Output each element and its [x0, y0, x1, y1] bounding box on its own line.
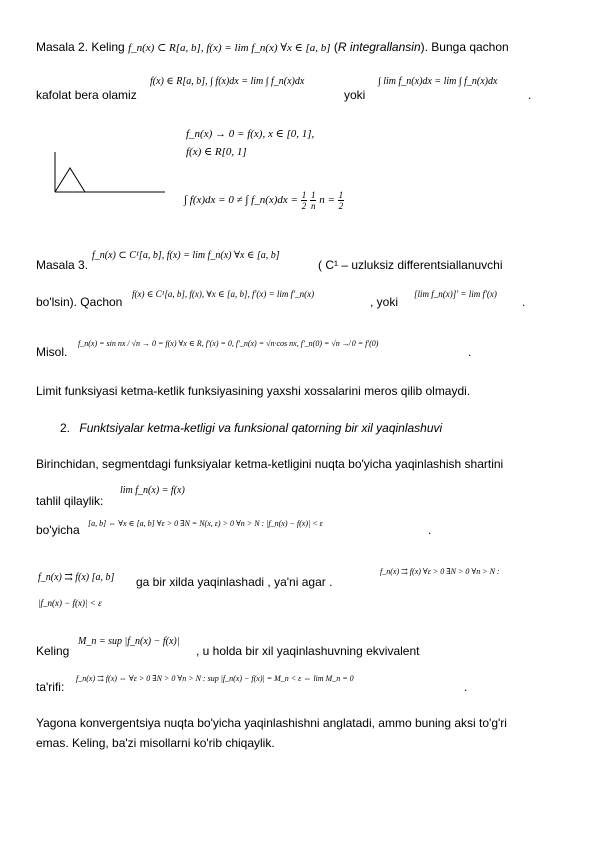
counter-line1: f_n(x) → 0 = f(x), x ∈ [0, 1],	[186, 128, 315, 140]
keling-tarifi-line	[36, 680, 64, 694]
keling-label: Keling	[36, 644, 70, 658]
masala2-formula-a: f_n(x) ⊂ R[a, b], f(x) = lim f_n(x) ∀x ∈ [a, b]	[128, 41, 331, 54]
keling-formula: M_n = sup |f_n(x) − f(x)|	[78, 636, 180, 647]
uniform-formula-c: |f_n(x) − f(x)| < ε	[38, 598, 102, 608]
masala3-line2	[36, 295, 122, 309]
keling-tarifi: ta'rifi:	[36, 680, 65, 694]
counter-times-n: n =	[319, 194, 338, 207]
section2-heading	[60, 421, 442, 435]
closing-line1: Yagona konvergentsiya nuqta bo'yicha yaqinlashishni anglatadi, ammo buning aksi to'g'ri	[36, 716, 507, 730]
uniform-formula-a: f_n(x) ⇉ f(x) [a, b]	[38, 572, 115, 583]
keling-line	[36, 644, 69, 658]
misol-formula: f_n(x) = sin nx / √n → 0 = f(x) ∀x ∈ R, f'(x) = 0, f'_n(x) = √n·cos nx, f'_n(0) = √n ↛ 0 = f'(0)	[78, 339, 379, 348]
counter-frac1: $\frac{1}{2}$	[301, 190, 307, 211]
masala3-formula-b: f(x) ∈ C¹[a, b], f(x), ∀x ∈ [a, b], f'(x) = lim f'_n(x)	[132, 289, 315, 299]
masala2-formula-b: f(x) ∈ R[a, b], ∫ f(x)dx = lim ∫ f_n(x)dx	[150, 76, 305, 87]
paragraph1-line3	[36, 523, 80, 537]
keling-rest: , u holda bir xil yaqinlashuvning ekvivalent	[196, 644, 420, 658]
paragraph1-line1: Birinchidan, segmentdagi funksiyalar ketma-ketligini nuqta bo'yicha yaqinlashish shartini	[36, 457, 504, 471]
masala3-dot: .	[522, 295, 526, 309]
uniform-formula-b: f_n(x) ⇉ f(x) ∀ε > 0 ∃N > 0 ∀n > N :	[380, 567, 500, 576]
masala3-formula-c: [lim f_n(x)]' = lim f'(x)	[414, 289, 497, 299]
paragraph1-line3-formula: [a, b] ⇔ ∀x ∈ [a, b] ∀ε > 0 ∃N = N(x, ε) > 0 ∀n > N : |f_n(x) − f(x)| < ε	[88, 519, 323, 528]
counter-line2: f(x) ∈ R[0, 1]	[186, 146, 247, 158]
masala3-line1	[36, 258, 88, 272]
section2-title: Funktsiyalar ketma-ketligi va funksional qatorning bir xil yaqinlashuvi	[79, 421, 443, 435]
masala2-line2	[36, 88, 137, 102]
keling-formula2: f_n(x) ⇉ f(x) ⇔ ∀ε > 0 ∃N > 0 ∀n > N : sup |f_n(x) − f(x)| = M_n < ε ⇔ lim M_n = 0	[76, 674, 354, 683]
masala3-line2-start: bo'lsin). Qachon	[36, 295, 123, 309]
masala2-note-close: ). Bunga qachon	[420, 40, 509, 54]
masala2-note-open: (	[333, 40, 338, 54]
masala2-label: Masala 2. Keling	[36, 40, 125, 54]
masala2-yoki: yoki	[344, 88, 366, 102]
masala2-formula-c: ∫ lim f_n(x)dx = lim ∫ f_n(x)dx	[378, 76, 498, 87]
uniform-text: ga bir xilda yaqinlashadi , ya'ni agar .	[136, 575, 333, 589]
masala2-kafolat: kafolat bera olamiz	[36, 88, 137, 102]
closing-line2: emas. Keling, ba'zi misollarni ko'rib chiqaylik.	[36, 736, 275, 750]
misol-line	[36, 345, 67, 359]
paragraph1-line2	[36, 494, 103, 508]
misol-label: Misol.	[36, 345, 68, 359]
counter-integral-text: ∫ f(x)dx = 0 ≠ ∫ f_n(x)dx =	[184, 194, 301, 207]
keling-dot: .	[464, 680, 468, 694]
paragraph1-dot: .	[428, 523, 432, 537]
triangle-spike-graph-icon	[40, 148, 170, 200]
counter-frac2: $\frac{1}{n}$	[310, 190, 316, 211]
paragraph1-line3-text: bo'yicha	[36, 523, 80, 537]
counter-integral-line	[184, 190, 344, 211]
limit-sentence: Limit funksiyasi ketma-ketlik funksiyasining yaxshi xossalarini meros qilib olmaydi.	[36, 384, 471, 398]
masala2-line1	[36, 40, 509, 54]
masala3-yoki: , yoki	[370, 295, 399, 309]
misol-dot: .	[468, 345, 472, 359]
paragraph1-line2-formula: lim f_n(x) = f(x)	[120, 485, 185, 496]
masala3-formula-a: f_n(x) ⊂ C¹[a, b], f(x) = lim f_n(x) ∀x ∈ [a, b]	[92, 250, 280, 261]
masala3-note-open: ( C¹ – uzluksiz differentsiallanuvchi	[318, 258, 503, 272]
paragraph1-line2-text: tahlil qilaylik:	[36, 494, 104, 508]
masala3-label: Masala 3.	[36, 258, 89, 272]
section2-number: 2.	[60, 421, 71, 435]
counter-frac3: $\frac{1}{2}$	[338, 190, 344, 211]
masala2-note-italic: R integrallansin	[337, 40, 421, 54]
masala2-dot: .	[528, 88, 532, 102]
